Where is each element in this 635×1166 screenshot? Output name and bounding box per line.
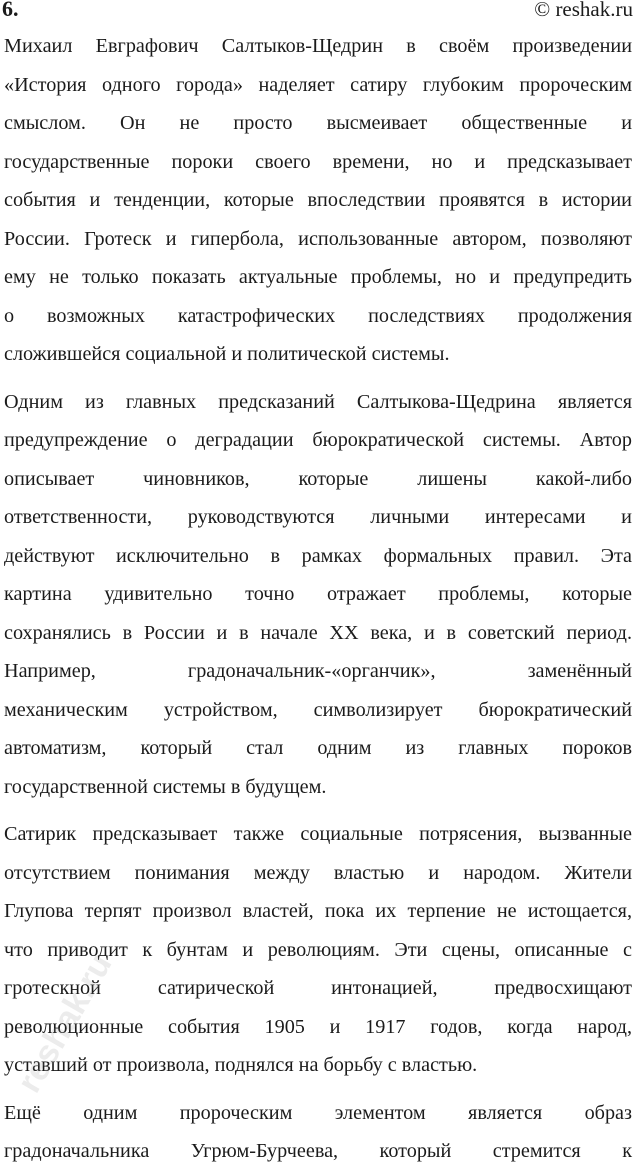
- text-line: смыслом. Он не просто высмеивает общественные и: [4, 112, 632, 134]
- text-line: о возможных катастрофических последствиях продолжения: [4, 304, 632, 327]
- text-line: действуют исключительно в рамках формальных правил. Эта: [4, 544, 632, 567]
- text-line: Глупова терпят произвол властей, пока их терпение не истощается,: [4, 900, 632, 922]
- text-line: автоматизм, который стал одним из главных пороков: [4, 737, 632, 759]
- paragraph: [4, 1094, 632, 1166]
- text-line: Ещё одним пророческим элементом является образ: [4, 1101, 632, 1124]
- text-line: уставший от произвола, поднялся на борьбу с властью.: [4, 1054, 478, 1076]
- text-line: что приводит к бунтам и революциям. Эти сцены, описанные с: [4, 938, 632, 961]
- text-line: Например, градоначальник-«органчик», заменённый: [4, 660, 632, 682]
- paragraph: [4, 815, 632, 1085]
- text-line: ему не только показать актуальные проблемы, но и предупредить: [4, 266, 632, 288]
- text-line: «История одного города» наделяет сатиру глубоким пророческим: [4, 73, 632, 96]
- task-number: 6.: [2, 0, 19, 21]
- text-line: Михаил Евграфович Салтыков-Щедрин в своём произведении: [4, 35, 632, 57]
- paragraph: [4, 383, 632, 807]
- text-line: государственной системы в будущем.: [4, 775, 327, 798]
- text-line: революционные события 1905 и 1917 годов, когда народ,: [4, 1015, 632, 1038]
- watermark: reshak.ru: [10, 947, 120, 1099]
- text-line: Сатирик предсказывает также социальные потрясения, вызванные: [4, 823, 632, 845]
- paragraph: [4, 27, 632, 374]
- text-line: градоначальника Угрюм-Бурчеева, который стремится к: [4, 1140, 632, 1162]
- text-line: России. Гротеск и гипербола, использованные автором, позволяют: [4, 227, 632, 250]
- text-line: предупреждение о деградации бюрократической системы. Автор: [4, 429, 632, 451]
- text-line: гротескной сатирической интонацией, предвосхищают: [4, 977, 632, 999]
- essay-body: [4, 27, 632, 1166]
- page-header: [0, 0, 635, 24]
- text-line: описывает чиновников, которые лишены какой-либо: [4, 467, 632, 490]
- text-line: картина удивительно точно отражает проблемы, которые: [4, 583, 632, 605]
- text-line: события и тенденции, которые впоследствии проявятся в истории: [4, 189, 632, 211]
- text-line: сохранялись в России и в начале XX века, и в советский период.: [4, 621, 632, 644]
- text-line: государственные пороки своего времени, но и предсказывает: [4, 150, 632, 173]
- text-line: отсутствием понимания между властью и народом. Жители: [4, 861, 632, 884]
- text-line: сложившейся социальной и политической системы.: [4, 343, 450, 365]
- text-line: механическим устройством, символизирует бюрократический: [4, 698, 632, 721]
- text-line: Одним из главных предсказаний Салтыкова-Щедрина является: [4, 390, 632, 413]
- text-line: ответственности, руководствуются личными интересами и: [4, 506, 632, 528]
- copyright-notice: © reshak.ru: [534, 0, 633, 21]
